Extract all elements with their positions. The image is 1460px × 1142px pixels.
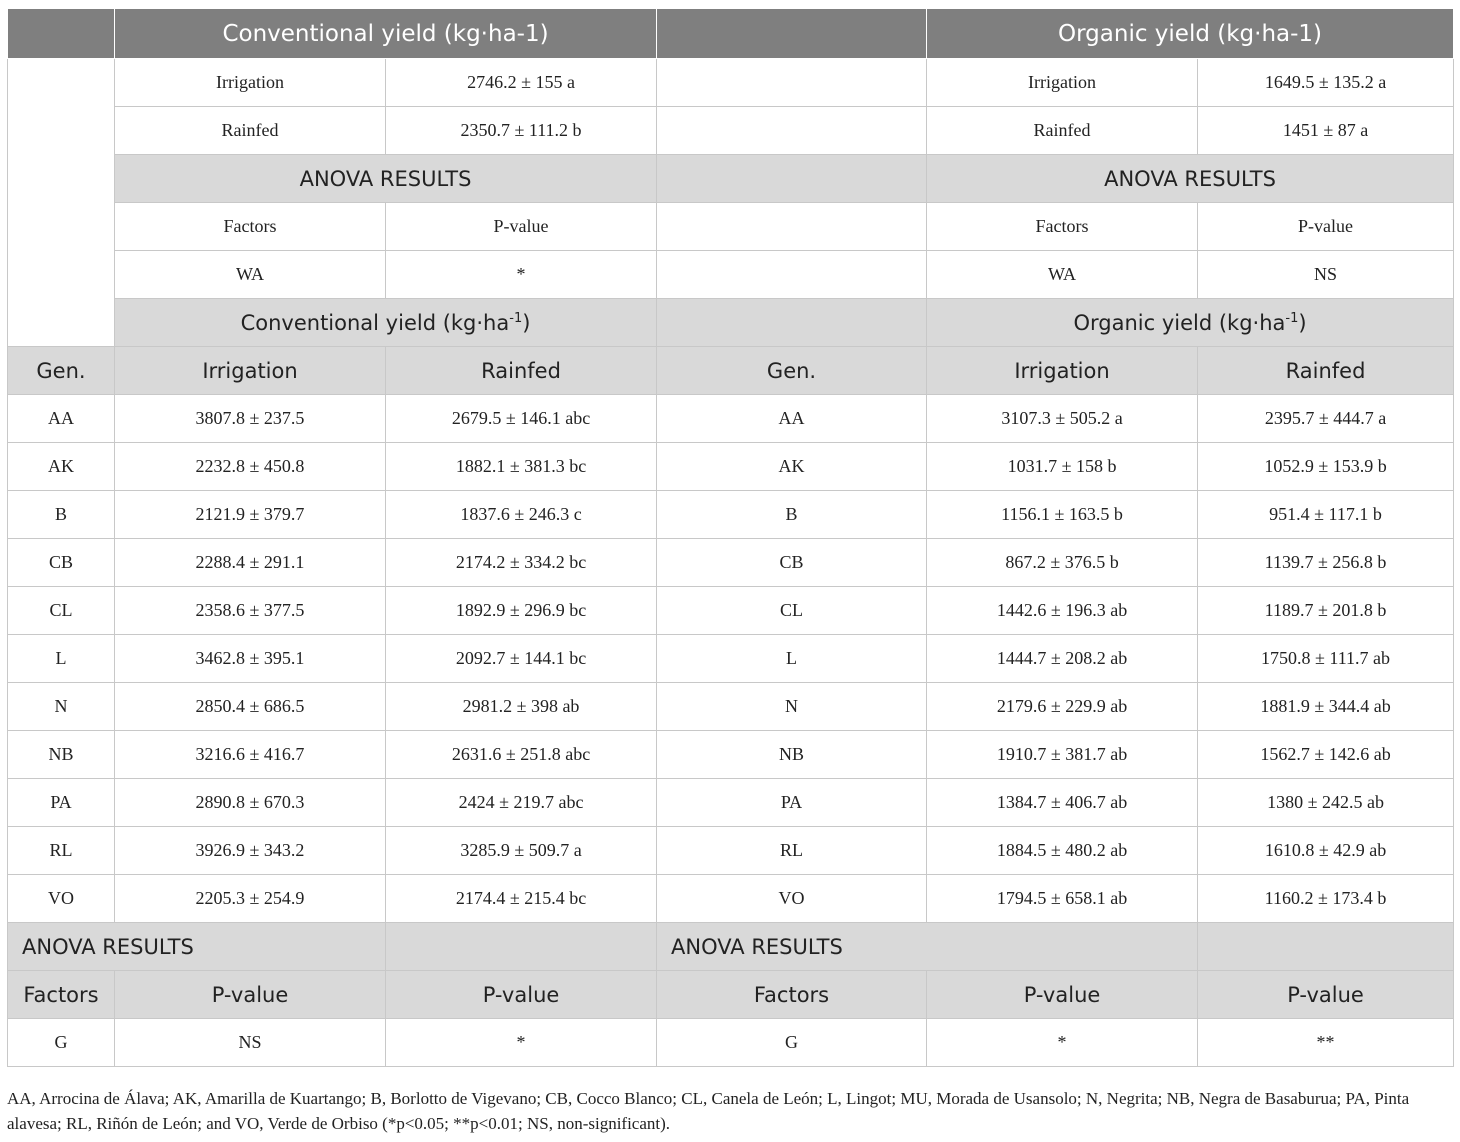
anova2-spacer-cell: [386, 923, 657, 971]
conv-irrigation-value: 3807.8 ± 237.5: [115, 395, 386, 443]
org-gen-cell: B: [657, 491, 927, 539]
org-rain-pvalue-label: P-value: [1198, 971, 1454, 1019]
org-section-title: Organic yield $(kg\cdot ha^{-1})$: [927, 299, 1454, 347]
anova-spacer-cell: [657, 155, 927, 203]
org-gen-cell: CB: [657, 539, 927, 587]
org-rainfed-value: 1139.7 ± 256.8 b: [1198, 539, 1454, 587]
org-irr-g-pvalue: *: [927, 1019, 1198, 1067]
conv-water-value: 2746.2 ± 155 a: [386, 59, 657, 107]
conv-gen-cell: RL: [8, 827, 115, 875]
org-irrigation-header: Irrigation: [927, 347, 1198, 395]
conv-rainfed-value: 2981.2 ± 398 ab: [386, 683, 657, 731]
conventional-yield-header: Conventional yield (kg·ha-1): [115, 9, 657, 59]
org-rainfed-value: 1052.9 ± 153.9 b: [1198, 443, 1454, 491]
org-rainfed-value: 1189.7 ± 201.8 b: [1198, 587, 1454, 635]
org-anova-title: ANOVA RESULTS: [927, 155, 1454, 203]
left-blank-cell: [8, 59, 115, 347]
conv-irrigation-value: 3216.6 ± 416.7: [115, 731, 386, 779]
conv-rainfed-value: 2174.4 ± 215.4 bc: [386, 875, 657, 923]
conv-irr-pvalue-label: P-value: [115, 971, 386, 1019]
org-irrigation-value: 1910.7 ± 381.7 ab: [927, 731, 1198, 779]
conv-gen-cell: VO: [8, 875, 115, 923]
anova2-header-row: [8, 971, 1454, 1019]
conv-section-title: Conventional yield $(kg\cdot ha^{-1})$: [115, 299, 657, 347]
conv-irrigation-value: 2890.8 ± 670.3: [115, 779, 386, 827]
conv-gen-cell: NB: [8, 731, 115, 779]
conv-factors2-label: Factors: [8, 971, 115, 1019]
middle-blank-cell: [657, 59, 927, 107]
table-row: [8, 731, 1454, 779]
organic-yield-header: Organic yield (kg·ha-1): [927, 9, 1454, 59]
anova2-value-row: [8, 1019, 1454, 1067]
table-row: [8, 491, 1454, 539]
conv-anova2-title: ANOVA RESULTS: [8, 923, 386, 971]
org-irrigation-value: 1156.1 ± 163.5 b: [927, 491, 1198, 539]
yield-table-container: [7, 8, 1453, 1067]
conv-irrigation-value: 2288.4 ± 291.1: [115, 539, 386, 587]
anova1-title-row: [8, 155, 1454, 203]
org-gen-cell: NB: [657, 731, 927, 779]
org-irrigation-value: 867.2 ± 376.5 b: [927, 539, 1198, 587]
conv-irrigation-value: 2850.4 ± 686.5: [115, 683, 386, 731]
org-water-label: Irrigation: [927, 59, 1198, 107]
conv-factors-label: Factors: [115, 203, 386, 251]
org-rainfed-header: Rainfed: [1198, 347, 1454, 395]
conv-irr-g-pvalue: NS: [115, 1019, 386, 1067]
org-water-value: 1649.5 ± 135.2 a: [1198, 59, 1454, 107]
middle-blank-cell: [657, 251, 927, 299]
table-row: [8, 395, 1454, 443]
conv-anova-title: ANOVA RESULTS: [115, 155, 657, 203]
org-rainfed-value: 951.4 ± 117.1 b: [1198, 491, 1454, 539]
org-rainfed-value: 2395.7 ± 444.7 a: [1198, 395, 1454, 443]
conv-rainfed-value: 3285.9 ± 509.7 a: [386, 827, 657, 875]
org-rainfed-value: 1160.2 ± 173.4 b: [1198, 875, 1454, 923]
conv-wa-pvalue: *: [386, 251, 657, 299]
org-gen-cell: AK: [657, 443, 927, 491]
conv-factor-wa: WA: [115, 251, 386, 299]
org-irrigation-value: 1884.5 ± 480.2 ab: [927, 827, 1198, 875]
org-gen-cell: VO: [657, 875, 927, 923]
conv-gen-cell: B: [8, 491, 115, 539]
conv-irrigation-value: 2121.9 ± 379.7: [115, 491, 386, 539]
conv-rainfed-value: 2631.6 ± 251.8 abc: [386, 731, 657, 779]
conv-rainfed-value: 1882.1 ± 381.3 bc: [386, 443, 657, 491]
table-row: [8, 779, 1454, 827]
table-row: [8, 635, 1454, 683]
org-rainfed-value: 1562.7 ± 142.6 ab: [1198, 731, 1454, 779]
org-anova2-title: ANOVA RESULTS: [657, 923, 1198, 971]
conv-gen-cell: PA: [8, 779, 115, 827]
conv-gen-cell: N: [8, 683, 115, 731]
table-row: [8, 875, 1454, 923]
conv-irrigation-value: 2358.6 ± 377.5: [115, 587, 386, 635]
org-wa-pvalue: NS: [1198, 251, 1454, 299]
org-irr-pvalue-label: P-value: [927, 971, 1198, 1019]
conv-gen-cell: CB: [8, 539, 115, 587]
conv-rainfed-value: 2424 ± 219.7 abc: [386, 779, 657, 827]
conv-rain-g-pvalue: *: [386, 1019, 657, 1067]
table-row: [8, 827, 1454, 875]
conv-factor-g: G: [8, 1019, 115, 1067]
conv-gen-cell: CL: [8, 587, 115, 635]
org-rainfed-value: 1750.8 ± 111.7 ab: [1198, 635, 1454, 683]
conv-irrigation-header: Irrigation: [115, 347, 386, 395]
org-gen-cell: L: [657, 635, 927, 683]
table-row: [8, 539, 1454, 587]
header-spacer-cell: [657, 9, 927, 59]
conv-water-label: Irrigation: [115, 59, 386, 107]
conv-rain-pvalue-label: P-value: [386, 971, 657, 1019]
org-irrigation-value: 1442.6 ± 196.3 ab: [927, 587, 1198, 635]
genotype-rows: [8, 395, 1454, 923]
conv-gen-header: Gen.: [8, 347, 115, 395]
anova1-value-row: [8, 251, 1454, 299]
conv-irrigation-value: 2232.8 ± 450.8: [115, 443, 386, 491]
header-blank-cell: [8, 9, 115, 59]
org-rain-g-pvalue: **: [1198, 1019, 1454, 1067]
genotype-header-row: [8, 347, 1454, 395]
org-factor-g: G: [657, 1019, 927, 1067]
org-rainfed-value: 1610.8 ± 42.9 ab: [1198, 827, 1454, 875]
org-factors2-label: Factors: [657, 971, 927, 1019]
org-gen-cell: RL: [657, 827, 927, 875]
yield-table: [7, 8, 1454, 1067]
middle-blank-cell: [657, 107, 927, 155]
water-row-rainfed: [8, 107, 1454, 155]
org-factors-label: Factors: [927, 203, 1198, 251]
org-water-value: 1451 ± 87 a: [1198, 107, 1454, 155]
org-irrigation-value: 2179.6 ± 229.9 ab: [927, 683, 1198, 731]
table-footnote: AA, Arrocina de Álava; AK, Amarilla de Kuartango; B, Borlotto de Vigevano; CB, Cocco Blanco; CL, Canela de León; L, Lingot; MU, Morada de Usansolo; N, Negrita; NB, Negra de Basaburua; PA, Pinta alavesa; RL, Riñón de León; and VO, Verde de Orbiso (*p<0.05; **p<0.01; NS, non-significant).: [7, 1089, 1410, 1133]
conv-gen-cell: AA: [8, 395, 115, 443]
org-pvalue-label: P-value: [1198, 203, 1454, 251]
conv-gen-cell: L: [8, 635, 115, 683]
conv-water-label: Rainfed: [115, 107, 386, 155]
conv-rainfed-value: 1892.9 ± 296.9 bc: [386, 587, 657, 635]
org-gen-cell: N: [657, 683, 927, 731]
org-factor-wa: WA: [927, 251, 1198, 299]
header-row: [8, 9, 1454, 59]
water-row-irrigation: [8, 59, 1454, 107]
org-irrigation-value: 1031.7 ± 158 b: [927, 443, 1198, 491]
section2-title-row: [8, 299, 1454, 347]
conv-water-value: 2350.7 ± 111.2 b: [386, 107, 657, 155]
table-row: [8, 683, 1454, 731]
conv-rainfed-value: 1837.6 ± 246.3 c: [386, 491, 657, 539]
org-gen-cell: CL: [657, 587, 927, 635]
org-rainfed-value: 1881.9 ± 344.4 ab: [1198, 683, 1454, 731]
org-rainfed-value: 1380 ± 242.5 ab: [1198, 779, 1454, 827]
conv-rainfed-header: Rainfed: [386, 347, 657, 395]
middle-blank-cell: [657, 203, 927, 251]
org-irrigation-value: 1384.7 ± 406.7 ab: [927, 779, 1198, 827]
conv-pvalue-label: P-value: [386, 203, 657, 251]
conv-rainfed-value: 2174.2 ± 334.2 bc: [386, 539, 657, 587]
org-water-label: Rainfed: [927, 107, 1198, 155]
org-irrigation-value: 3107.3 ± 505.2 a: [927, 395, 1198, 443]
conv-irrigation-value: 3926.9 ± 343.2: [115, 827, 386, 875]
conv-rainfed-value: 2679.5 ± 146.1 abc: [386, 395, 657, 443]
org-irrigation-value: 1444.7 ± 208.2 ab: [927, 635, 1198, 683]
org-gen-cell: PA: [657, 779, 927, 827]
anova1-header-row: [8, 203, 1454, 251]
anova2-spacer-cell: [1198, 923, 1454, 971]
anova2-title-row: [8, 923, 1454, 971]
table-row: [8, 587, 1454, 635]
conv-irrigation-value: 3462.8 ± 395.1: [115, 635, 386, 683]
org-irrigation-value: 1794.5 ± 658.1 ab: [927, 875, 1198, 923]
conv-gen-cell: AK: [8, 443, 115, 491]
org-gen-cell: AA: [657, 395, 927, 443]
conv-irrigation-value: 2205.3 ± 254.9: [115, 875, 386, 923]
org-gen-header: Gen.: [657, 347, 927, 395]
section-spacer-cell: [657, 299, 927, 347]
conv-rainfed-value: 2092.7 ± 144.1 bc: [386, 635, 657, 683]
table-row: [8, 443, 1454, 491]
